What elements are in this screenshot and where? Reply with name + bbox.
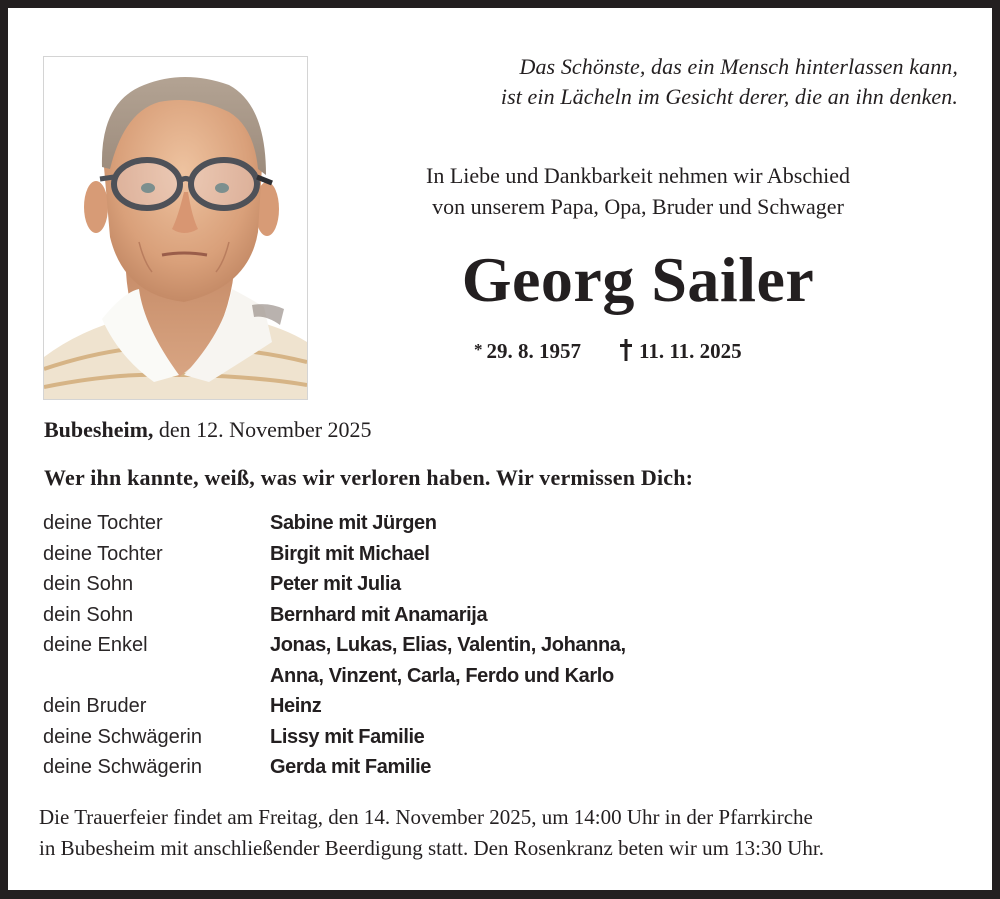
relation-label: dein Sohn	[43, 573, 134, 595]
cross-icon	[619, 339, 633, 361]
family-row	[43, 539, 626, 570]
quote-line-2: ist ein Lächeln im Gesicht derer, die an ihn denken.	[500, 84, 958, 109]
service-line-2: in Bubesheim mit anschließender Beerdigung statt. Den Rosenkranz beten wir um 13:30 Uhr.	[39, 836, 824, 860]
family-row	[43, 600, 626, 631]
intro-text	[338, 160, 938, 222]
family-names	[270, 722, 424, 753]
family-names	[270, 600, 487, 631]
relation-label: dein Sohn	[43, 603, 134, 626]
life-dates	[474, 336, 742, 365]
family-name-line: Gerda mit Familie	[270, 756, 432, 778]
relation-label: deine Schwägerin	[43, 756, 202, 778]
portrait-photo	[43, 56, 308, 400]
family-names	[270, 569, 401, 600]
service-info	[39, 802, 824, 864]
place-and-date	[44, 415, 372, 445]
family-name-line: Anna, Vinzent, Carla, Ferdo und Karlo	[270, 664, 614, 687]
family-list	[43, 508, 626, 783]
service-line-1: Die Trauerfeier findet am Freitag, den 14. November 2025, um 14:00 Uhr in der Pfarrkirche	[39, 805, 813, 829]
family-names	[270, 630, 626, 691]
family-name-line: Peter mit Julia	[270, 573, 401, 595]
family-row	[43, 569, 626, 600]
family-names	[270, 691, 321, 722]
family-name-line: Sabine mit Jürgen	[270, 512, 437, 534]
family-name-line: Birgit mit Michael	[270, 542, 430, 565]
birth-asterisk-icon: *	[474, 340, 483, 359]
family-row	[43, 722, 626, 753]
relation-label: dein Bruder	[43, 695, 147, 717]
tagline: Wer ihn kannte, weiß, was wir verloren haben. Wir vermissen Dich:	[44, 465, 694, 490]
memorial-quote	[501, 52, 958, 112]
family-name-line: Jonas, Lukas, Elias, Valentin, Johanna,	[270, 634, 626, 656]
relation-label: deine Tochter	[43, 542, 163, 565]
obituary-notice	[8, 8, 992, 890]
birth-date: 29. 8. 1957	[486, 339, 581, 363]
family-row	[43, 630, 626, 691]
relation-label: deine Schwägerin	[43, 725, 202, 748]
family-names	[270, 508, 437, 539]
intro-line-2: von unserem Papa, Opa, Bruder und Schwager	[432, 194, 844, 219]
relation-label: deine Tochter	[43, 512, 163, 534]
family-name-line: Heinz	[270, 695, 322, 717]
intro-line-1: In Liebe und Dankbarkeit nehmen wir Abschied	[426, 163, 850, 188]
portrait-illustration	[44, 57, 307, 399]
family-name-line: Bernhard mit Anamarija	[270, 603, 488, 626]
death-date: 11. 11. 2025	[639, 339, 742, 363]
quote-line-1: Das Schönste, das ein Mensch hinterlassen kann,	[519, 54, 958, 79]
family-row	[43, 508, 626, 539]
family-row	[43, 691, 626, 722]
place: Bubesheim,	[44, 417, 154, 442]
family-names	[270, 752, 431, 783]
family-row	[43, 752, 626, 783]
family-names	[270, 539, 430, 570]
notice-date: den 12. November 2025	[153, 417, 372, 442]
deceased-name: Georg Sailer	[461, 244, 815, 315]
family-name-line: Lissy mit Familie	[270, 725, 425, 748]
relation-label: deine Enkel	[43, 634, 148, 656]
